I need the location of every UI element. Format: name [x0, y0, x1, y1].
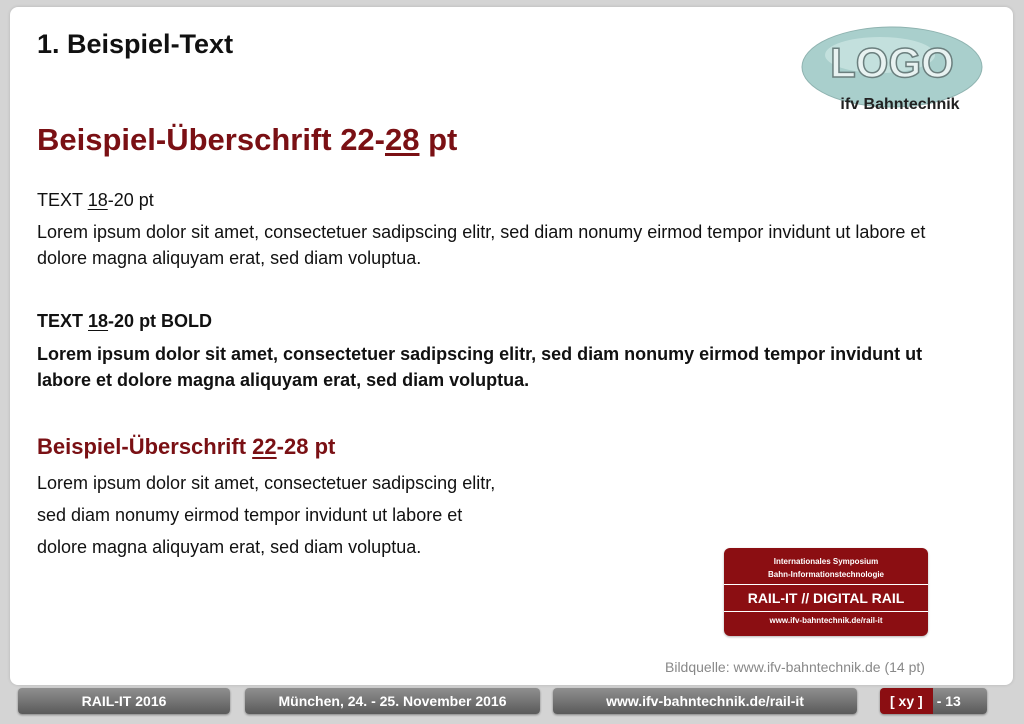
page-indicator	[880, 688, 987, 714]
sub-text-line: sed diam nonumy eirmod tempor invidunt ut labore et	[37, 505, 463, 525]
sub-heading: Beispiel-Überschrift 22-28 pt	[37, 434, 336, 459]
badge-url: www.ifv-bahntechnik.de/rail-it	[769, 616, 883, 625]
svg-text:ifv Bahntechnik: ifv Bahntechnik	[840, 96, 960, 113]
main-heading: Beispiel-Überschrift 22-28 pt	[37, 122, 458, 157]
logo	[800, 25, 985, 117]
rail-it-badge-image	[724, 548, 928, 636]
footer-event: RAIL-IT 2016	[18, 688, 230, 714]
footer-url[interactable]: www.ifv-bahntechnik.de/rail-it	[553, 688, 857, 714]
badge-title: RAIL-IT // DIGITAL RAIL	[747, 590, 905, 606]
text-paragraph: Lorem ipsum dolor sit amet, consectetuer sadipscing elitr, sed diam nonumy eirmod tempor invidunt ut labore et dolore magna aliquyam erat, sed diam voluptua.	[37, 222, 926, 268]
badge-divider	[724, 611, 928, 612]
bold-text-label: TEXT 18-20 pt BOLD	[37, 311, 213, 331]
slide	[10, 7, 1013, 685]
bold-text-paragraph: Lorem ipsum dolor sit amet, consectetuer sadipscing elitr, sed diam nonumy eirmod tempor invidunt ut labore et dolore magna aliquyam erat, sed diam voluptua.	[37, 344, 923, 390]
badge-line-2: Bahn-Informationstechnologie	[768, 570, 884, 579]
badge-divider	[724, 584, 928, 585]
footer-date: München, 24. - 25. November 2016	[245, 688, 540, 714]
sub-text-line: Lorem ipsum dolor sit amet, consectetuer sadipscing elitr,	[37, 473, 496, 493]
section-title: 1. Beispiel-Text	[37, 29, 234, 59]
sub-text-lines	[37, 467, 495, 563]
svg-text:LOGO: LOGO	[830, 39, 954, 86]
badge-line-1: Internationales Symposium	[773, 557, 879, 566]
text-label: TEXT 18-20 pt	[37, 190, 154, 210]
image-caption: Bildquelle: www.ifv-bahntechnik.de (14 pt)	[665, 659, 925, 675]
section-marker: [ xy ]	[880, 688, 933, 714]
page-number: - 13	[936, 693, 961, 709]
sub-text-line: dolore magna aliquyam erat, sed diam voluptua.	[37, 537, 422, 557]
